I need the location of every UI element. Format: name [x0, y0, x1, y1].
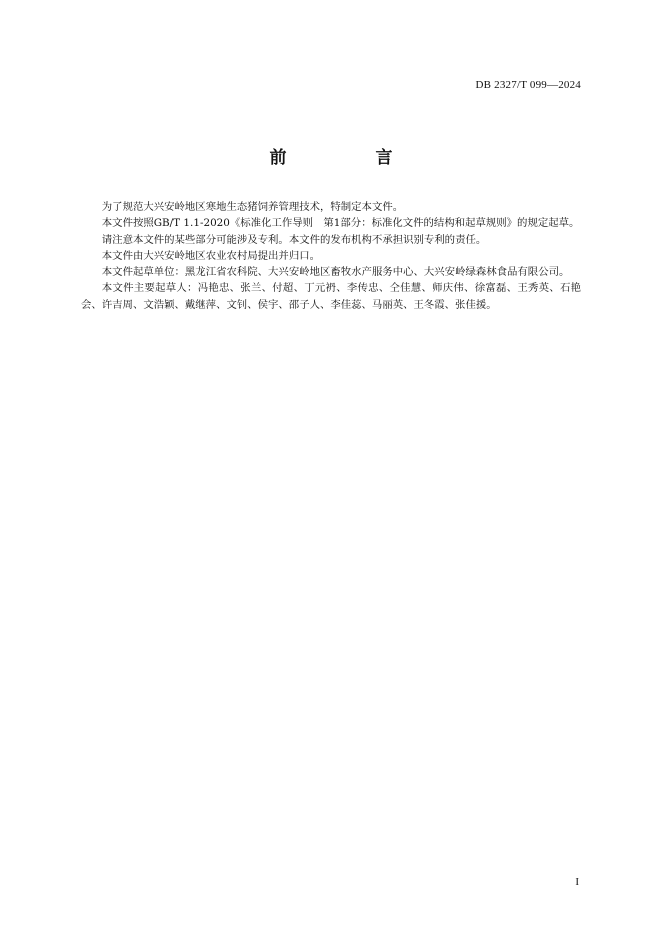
foreword-paragraph-drafting-rules: 本文件按照GB/T 1.1-2020《标准化工作导则 第1部分：标准化文件的结构和起草规则》的规定起草。 [101, 217, 580, 230]
foreword-paragraph-proposer: 本文件由大兴安岭地区农业农村局提出并归口。 [101, 249, 320, 262]
page-title: 前 言 [269, 148, 429, 168]
foreword-paragraph-purpose: 为了规范大兴安岭地区寒地生态猪饲养管理技术，特制定本文件。 [101, 201, 404, 213]
foreword-body [81, 199, 581, 313]
foreword-paragraph-drafters: 本文件主要起草人：冯艳忠、张兰、付超、丁元袇、李传忠、仝佳慧、师庆伟、徐富磊、王秀英、石艳会、许吉周、文浩颖、戴继萍、文钊、侯宇、邵子人、李佳蕊、马丽英、王冬霞、张佳援。 [81, 282, 581, 311]
page-number: I [575, 876, 579, 888]
foreword-paragraph-patent-notice: 请注意本文件的某些部分可能涉及专利。本文件的发布机构不承担识别专利的责任。 [101, 233, 487, 246]
foreword-paragraph-drafting-units: 本文件起草单位：黑龙江省农科院、大兴安岭地区畜牧水产服务中心、大兴安岭绿森林食品有限公司。 [101, 266, 570, 279]
document-standard-number: DB 2327/T 099—2024 [475, 79, 581, 91]
